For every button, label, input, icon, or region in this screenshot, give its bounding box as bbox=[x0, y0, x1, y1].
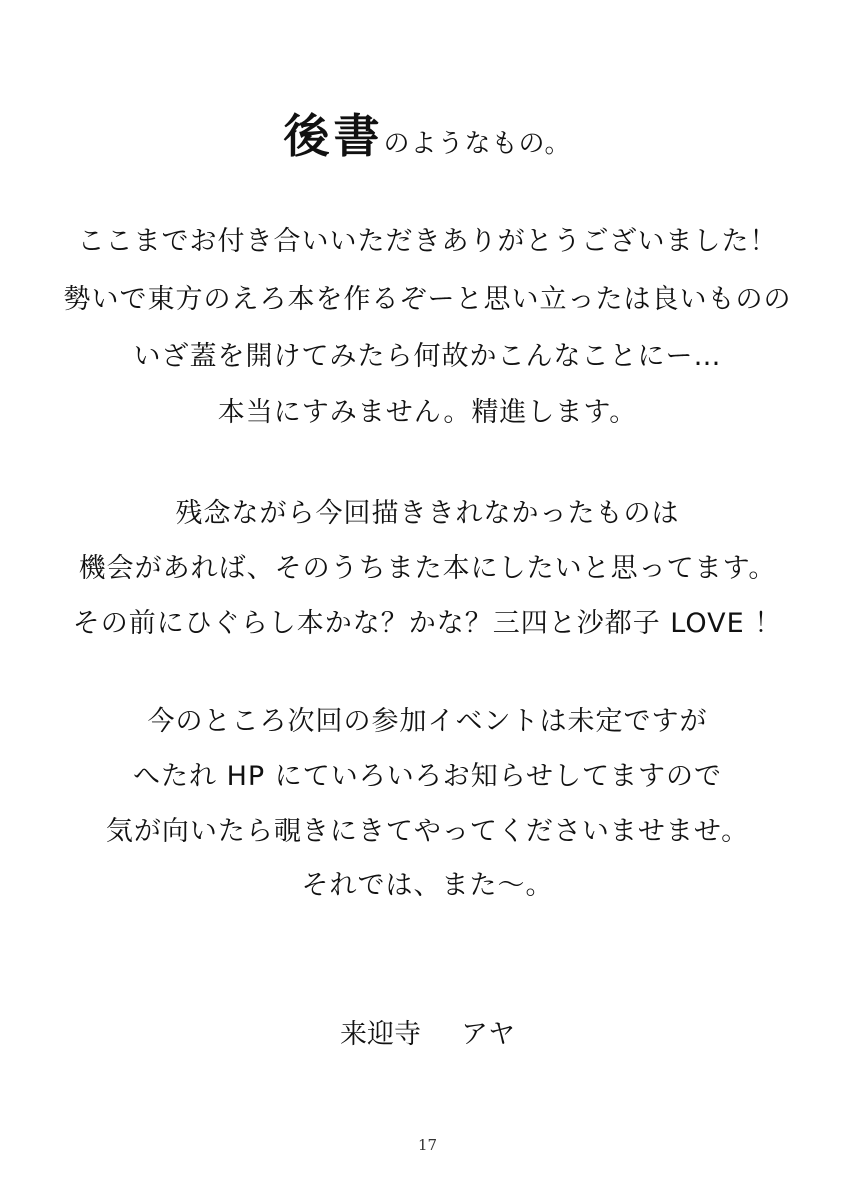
paragraph-1-line-2: 勢いで東方のえろ本を作るぞーと思い立ったは良いものの bbox=[63, 284, 792, 315]
author-surname: 来迎寺 bbox=[340, 1019, 421, 1050]
paragraph-1-line-4: 本当にすみません。精進します。 bbox=[217, 397, 638, 428]
paragraph-2-line-1: 残念ながら今回描ききれなかったものは bbox=[175, 498, 680, 529]
paragraph-3-line-4: それでは、また～。 bbox=[301, 870, 554, 901]
title-sub: のようなもの。 bbox=[383, 129, 572, 159]
page-title bbox=[0, 100, 855, 166]
paragraph-2-line-2: 機会があれば、そのうちまた本にしたいと思ってます。 bbox=[78, 553, 777, 584]
paragraph-3-line-3: 気が向いたら覗きにきてやってくださいませませ。 bbox=[105, 816, 750, 847]
author-given-name: アヤ bbox=[461, 1019, 515, 1050]
title-main: 後書 bbox=[283, 109, 384, 163]
paragraph-1-line-1: ここまでお付き合いいただきありがとうございました！ bbox=[77, 226, 778, 257]
author-signature bbox=[0, 1015, 855, 1055]
paragraph-3-line-2: へたれ HP にていろいろお知らせしてますので bbox=[133, 761, 722, 792]
paragraph-3-line-1: 今のところ次回の参加イベントは未定ですが bbox=[147, 706, 708, 737]
paragraph-2-line-3: その前にひぐらし本かな？かな？三四と沙都子 LOVE ！ bbox=[72, 608, 783, 639]
page-number: 17 bbox=[417, 1136, 438, 1154]
paragraph-1-line-3: いざ蓋を開けてみたら何故かこんなことにー… bbox=[133, 341, 722, 372]
